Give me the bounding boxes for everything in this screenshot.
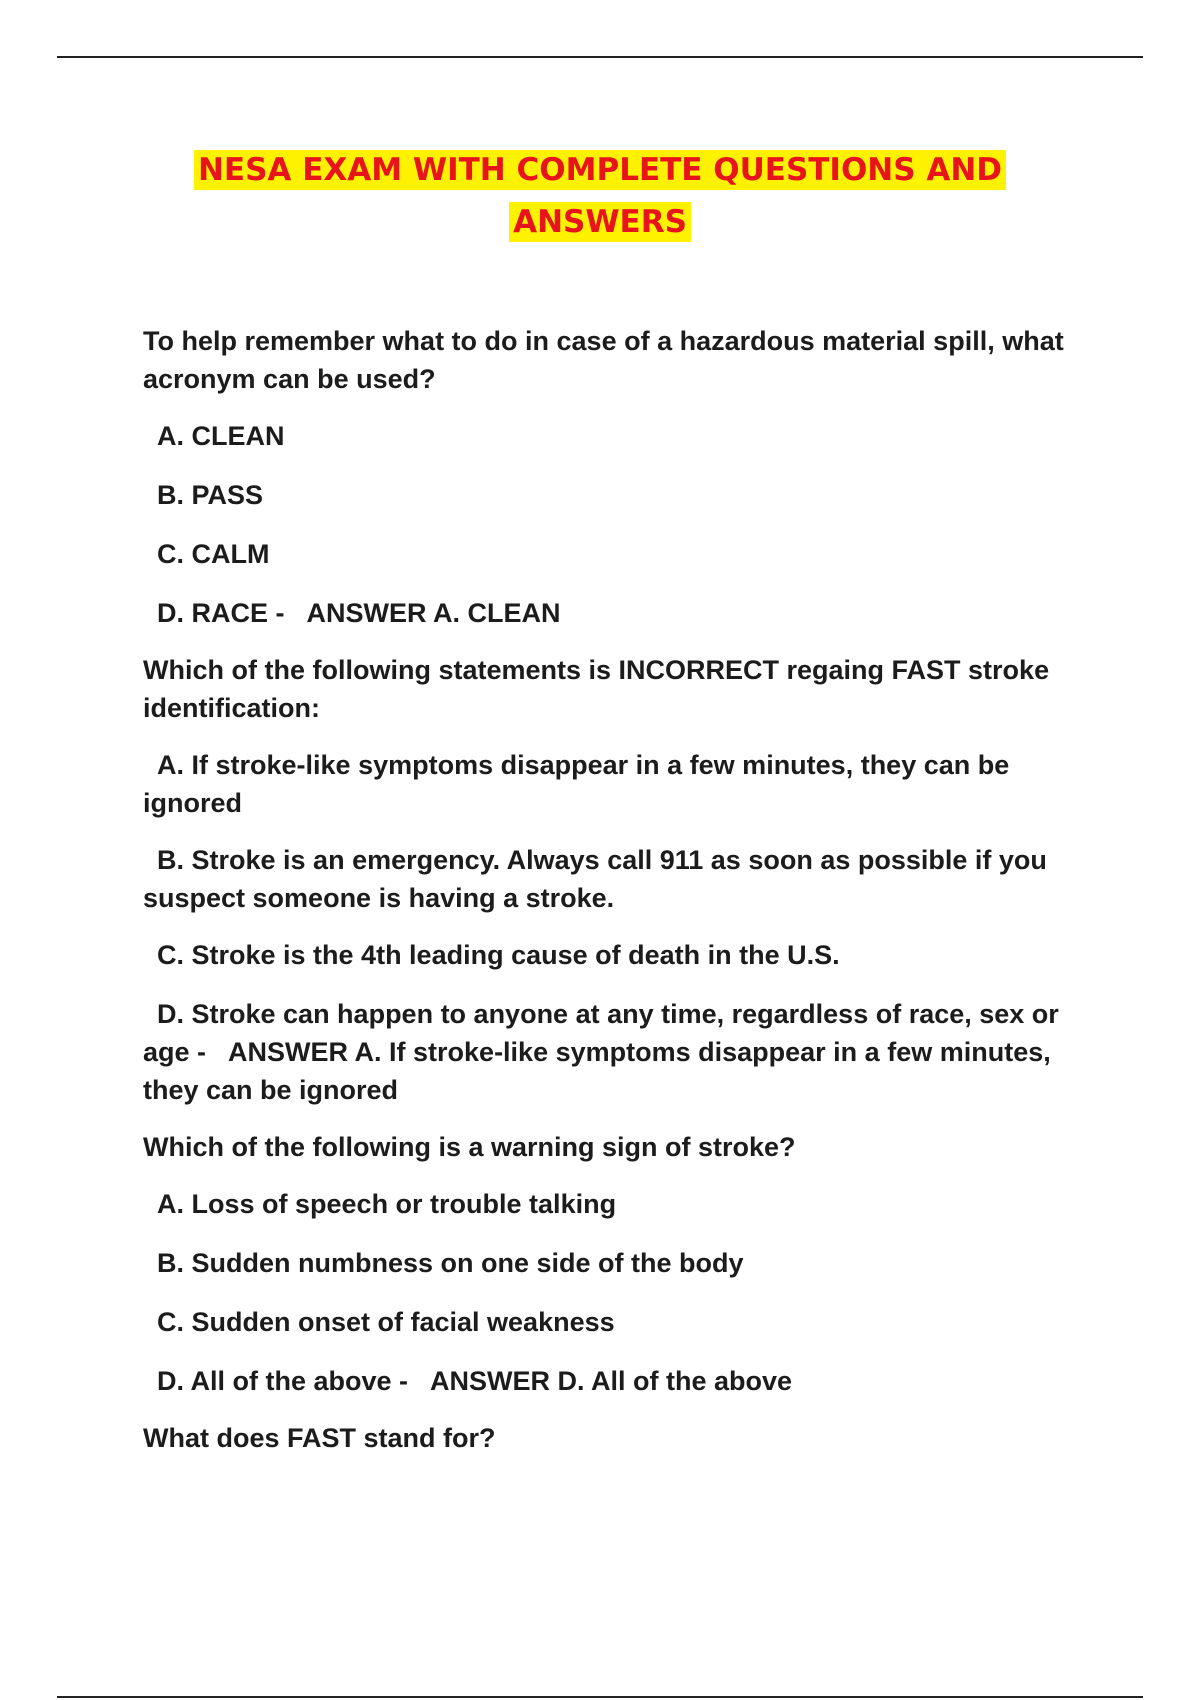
document-title [0,144,1200,248]
q3-option-b: B. Sudden numbness on one side of the body [157,1248,744,1278]
q2-option-a: A. If stroke-like symptoms disappear in a few minutes, they can be ignored [143,750,1010,818]
q1-option-d [143,594,1083,632]
header-rule [57,56,1143,58]
question-list [143,322,1083,1476]
q1-option-b: B. PASS [157,480,264,510]
q1-option-a: A. CLEAN [157,421,285,451]
q1-option-c: C. CALM [157,539,270,569]
q3-option-a: A. Loss of speech or trouble talking [157,1189,617,1219]
question-4: What does FAST stand for? [143,1423,496,1453]
q2-option-d-text: D. Stroke can happen to anyone at any time, regardless of race, sex or age - [143,999,1059,1067]
footer-rule [57,1696,1143,1698]
title-line-1: NESA EXAM WITH COMPLETE QUESTIONS AND [194,150,1006,190]
q1-answer: ANSWER A. CLEAN [306,598,561,628]
q3-option-d-text: D. All of the above - [157,1366,409,1396]
q2-answer: ANSWER A. If stroke-like symptoms disappear in a few minutes, they can be ignored [143,1037,1051,1105]
title-line-2: ANSWERS [509,202,691,242]
question-2: Which of the following statements is INCORRECT regaing FAST stroke identification: [143,655,1050,723]
question-3: Which of the following is a warning sign of stroke? [143,1132,796,1162]
q3-option-d [143,1362,1083,1400]
q3-answer: ANSWER D. All of the above [430,1366,793,1396]
question-1: To help remember what to do in case of a hazardous material spill, what acronym can be used? [143,326,1064,394]
q3-option-c: C. Sudden onset of facial weakness [157,1307,615,1337]
q2-option-b: B. Stroke is an emergency. Always call 911 as soon as possible if you suspect someone is having a stroke. [143,845,1047,913]
q2-option-c: C. Stroke is the 4th leading cause of death in the U.S. [157,940,840,970]
q2-option-d [143,995,1083,1109]
q1-option-d-text: D. RACE - [157,598,285,628]
